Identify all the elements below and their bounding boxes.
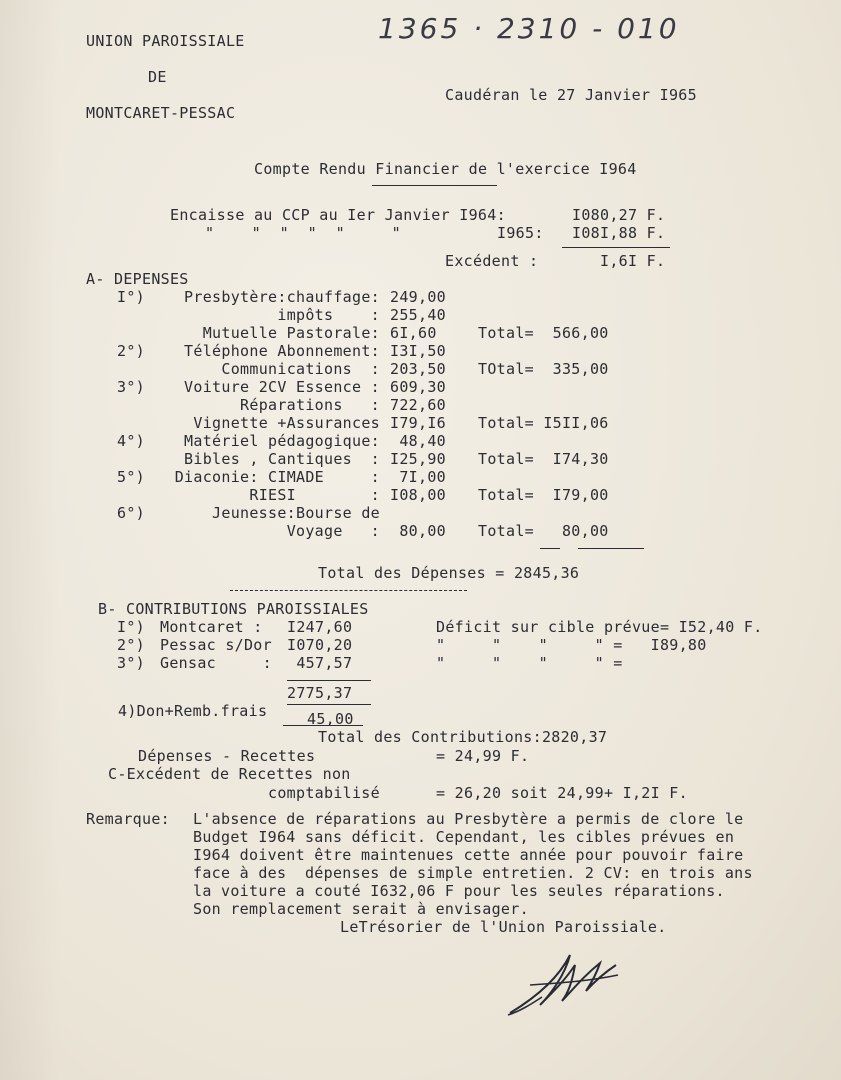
- depense-label: Presbytère:chauffage:: [184, 288, 380, 306]
- depense-label: Jeunesse:Bourse de: [212, 504, 380, 522]
- depenses-total: Total des Dépenses = 2845,36: [318, 564, 580, 582]
- contribution-parish: Montcaret :: [160, 618, 263, 636]
- org-name-line3: MONTCARET-PESSAC: [86, 104, 236, 122]
- depense-label: Matériel pédagogique:: [184, 432, 380, 450]
- depense-label: Réparations :: [240, 396, 380, 414]
- encaisse-underline: [562, 247, 670, 248]
- don-rule: [283, 725, 363, 726]
- depense-label: impôts :: [277, 306, 380, 324]
- depense-amount: 48,40: [390, 432, 446, 450]
- depense-amount: I79,I6: [390, 414, 446, 432]
- encaisse-value-1965: I08I,88 F.: [572, 224, 666, 242]
- contribution-amount: 457,57: [287, 654, 353, 672]
- org-name-line2: DE: [148, 68, 167, 86]
- depense-amount: 255,40: [390, 306, 446, 324]
- depense-label: RIESI :: [249, 486, 380, 504]
- depense-label: Diaconie: CIMADE :: [174, 468, 380, 486]
- contribution-deficit-note: " " " " =: [436, 654, 623, 672]
- contribution-number: 2°): [117, 636, 145, 654]
- contribution-parish: Gensac :: [160, 654, 272, 672]
- contributions-subtotal-rule: [287, 680, 371, 681]
- depense-number: 2°): [117, 342, 145, 360]
- remarque-line: la voiture a couté I632,06 F pour les seules réparations.: [193, 882, 725, 900]
- depense-subtotal: Total= I74,30: [478, 450, 609, 468]
- depenses-heading: A- DEPENSES: [86, 270, 189, 288]
- depense-label: Téléphone Abonnement:: [184, 342, 380, 360]
- contribution-amount: I247,60: [287, 618, 353, 636]
- depense-amount: I08,00: [390, 486, 446, 504]
- report-title: Compte Rendu Financier de l'exercice I964: [254, 160, 637, 178]
- comptabilise-label: comptabilisé: [268, 784, 380, 802]
- depense-subtotal: Total= 566,00: [478, 324, 609, 342]
- depense-number: 3°): [117, 378, 145, 396]
- archive-reference-handwritten: 1365 · 2310 - 010: [378, 12, 680, 45]
- contributions-total: Total des Contributions:2820,37: [318, 728, 608, 746]
- depense-subtotal: Total= I5II,06: [478, 414, 609, 432]
- contribution-deficit-note: " " " " = I89,80: [436, 636, 707, 654]
- contribution-amount: I070,20: [287, 636, 353, 654]
- excedent-recettes-label: C-Excédent de Recettes non: [108, 765, 351, 783]
- remarque-line: face à des dépenses de simple entretien. 2 CV: en trois ans: [193, 864, 753, 882]
- depense-amount: 7I,00: [390, 468, 446, 486]
- encaisse-year-1965: I965:: [497, 224, 544, 242]
- remarque-line: L'absence de réparations au Presbytère a permis de clore le: [193, 810, 744, 828]
- don-amount: 45,00: [307, 710, 354, 728]
- don-label: 4)Don+Remb.frais: [118, 702, 268, 720]
- excedent-recettes-value: = 26,20 soit 24,99+ I,2I F.: [436, 784, 688, 802]
- depense-subtotal: TOtal= 335,00: [478, 360, 609, 378]
- depense-label: Voiture 2CV Essence :: [184, 378, 380, 396]
- contributions-subtotal: 2775,37: [287, 684, 353, 702]
- title-underline: [372, 185, 497, 186]
- depenses-short-rule: [540, 548, 560, 549]
- depense-label: Bibles , Cantiques :: [184, 450, 380, 468]
- remarque-line: Son remplacement serait à envisager.: [193, 900, 529, 918]
- depense-number: 4°): [117, 432, 145, 450]
- depense-amount: I3I,50: [390, 342, 446, 360]
- section-divider: [230, 590, 467, 591]
- depense-amount: 6I,60: [390, 324, 437, 342]
- depense-amount: 249,00: [390, 288, 446, 306]
- encaisse-value-1964: I080,27 F.: [572, 206, 666, 224]
- depense-amount: 722,60: [390, 396, 446, 414]
- excedent-value: I,6I F.: [600, 252, 666, 270]
- contribution-number: I°): [117, 618, 145, 636]
- place-and-date: Caudéran le 27 Janvier I965: [445, 86, 697, 104]
- depense-label: Communications :: [221, 360, 380, 378]
- depense-number: 6°): [117, 504, 145, 522]
- remarque-line: Budget I964 sans déficit. Cependant, les cibles prévues en: [193, 828, 735, 846]
- depenses-recettes-label: Dépenses - Recettes: [138, 747, 316, 765]
- depense-subtotal: Total= 80,00: [478, 522, 609, 540]
- depense-amount: 80,00: [390, 522, 446, 540]
- depense-amount: 609,30: [390, 378, 446, 396]
- page-edge-shadow: [0, 0, 60, 1080]
- signoff-line: LeTrésorier de l'Union Paroissiale.: [340, 918, 667, 936]
- depenses-recettes-value: = 24,99 F.: [436, 747, 530, 765]
- contribution-number: 3°): [117, 654, 145, 672]
- contribution-deficit-note: Déficit sur cible prévue= I52,40 F.: [436, 618, 763, 636]
- depense-label: Mutuelle Pastorale:: [202, 324, 380, 342]
- depense-amount: I25,90: [390, 450, 446, 468]
- depense-subtotal: Total= I79,00: [478, 486, 609, 504]
- excedent-label: Excédent :: [445, 252, 539, 270]
- contributions-subtotal-rule-2: [287, 704, 371, 705]
- encaisse-label: Encaisse au CCP au Ier Janvier I964:: [170, 206, 506, 224]
- remarque-line: I964 doivent être maintenues cette année pour pouvoir faire: [193, 846, 744, 864]
- depense-number: I°): [117, 288, 145, 306]
- remarque-label: Remarque:: [86, 810, 170, 828]
- depense-label: Voyage :: [286, 522, 380, 540]
- contribution-parish: Pessac s/Dor: [160, 636, 272, 654]
- depense-amount: 203,50: [390, 360, 446, 378]
- depense-number: 5°): [117, 468, 145, 486]
- contributions-heading: B- CONTRIBUTIONS PAROISSIALES: [98, 600, 369, 618]
- handwritten-signature: [500, 935, 620, 1020]
- encaisse-ditto: " " " " " ": [205, 224, 401, 242]
- org-name-line1: UNION PAROISSIALE: [86, 32, 245, 50]
- depenses-total-rule: [578, 548, 644, 549]
- depense-label: Vignette +Assurances: [193, 414, 380, 432]
